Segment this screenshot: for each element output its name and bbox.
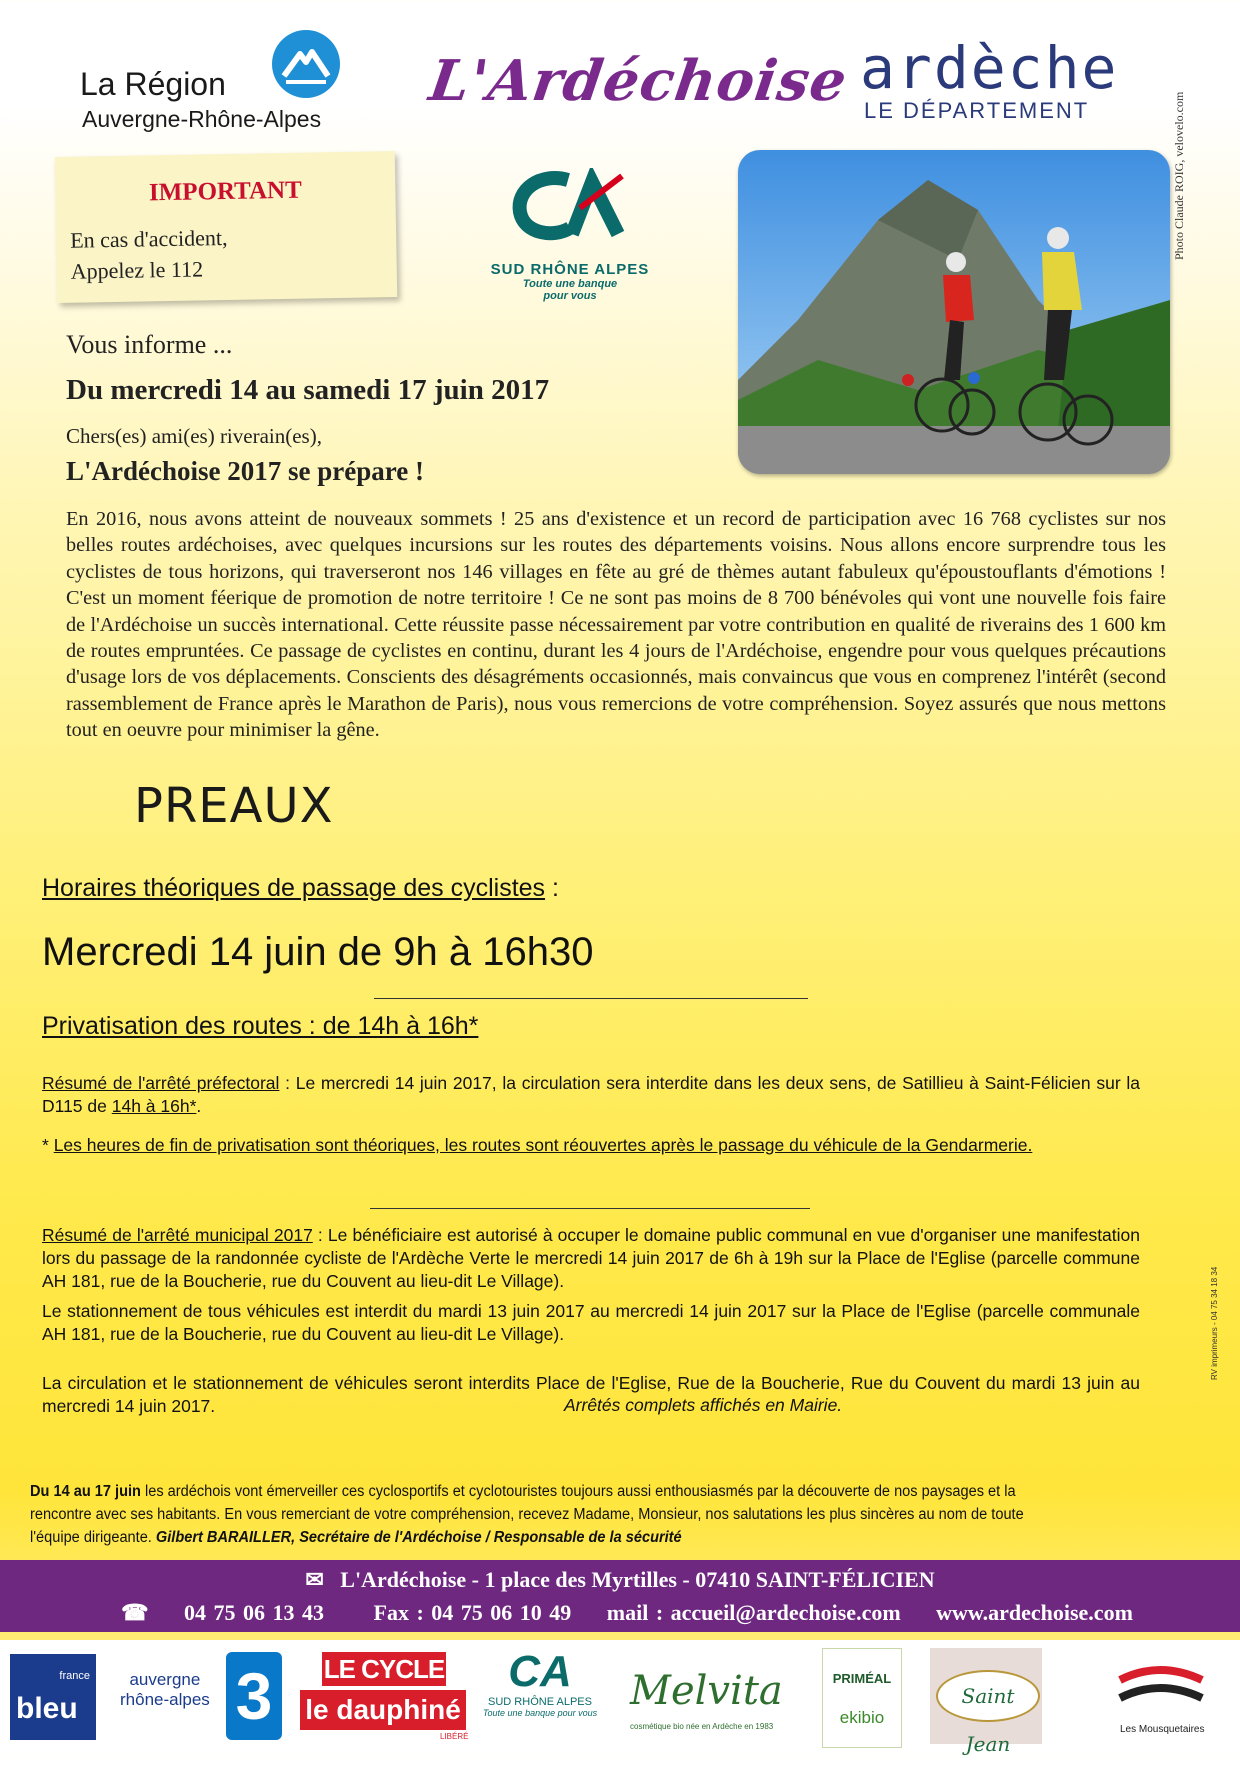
headline: L'Ardéchoise 2017 se prépare !: [66, 456, 424, 486]
dauphine-sub: LIBÉRÉ: [440, 1732, 469, 1741]
ardechoise-logo: L'Ardéchoise: [425, 48, 852, 114]
region-subtitle: Auvergne-Rhône-Alpes: [82, 106, 322, 132]
envelope-icon: ✉: [305, 1567, 324, 1592]
horaires-colon: :: [545, 874, 559, 902]
saint-jean-word: Saint Jean: [936, 1670, 1040, 1722]
divider-1: [374, 998, 808, 999]
ardeche-subtitle: LE DÉPARTEMENT: [864, 98, 1090, 123]
arrete-pref-text: : Le mercredi 14 juin 2017, la circulation sera interdite dans les deux sens, de Satillieu à Saint-Félicien sur la D115 de: [42, 1073, 1140, 1116]
arrete-pref-label: Résumé de l'arrêté préfectoral: [42, 1073, 280, 1093]
france-bleu-logo: [10, 1654, 96, 1740]
phone-group: [107, 1600, 338, 1625]
horaires-heading: [42, 874, 559, 903]
note-body: [70, 222, 228, 287]
closing-signature: Gilbert BARAILLER, Secrétaire de l'Ardéchoise / Responsable de la sécurité: [155, 1529, 682, 1546]
primeal-word: PRIMÉAL: [832, 1671, 892, 1686]
arrete-mun-text: : Le bénéficiaire est autorisé à occuper le domaine public communal en vue d'organiser une manifestation lors du passage de la randonnée cycliste de l'Ardèche Verte le mercredi 14 juin 2017 de 6h à 19h sur la Place de l'Eglise (parcelle commune AH 181, rue de la Boucherie, rue du Couvent au lieu-dit Le Village).: [42, 1225, 1141, 1291]
ardeche-word: ardèche: [860, 34, 1119, 102]
arrete-mun-label: Résumé de l'arrêté municipal 2017: [42, 1225, 313, 1245]
cyclists-photo: [738, 150, 1170, 474]
arrete-municipal: [42, 1224, 1140, 1293]
important-note: [55, 151, 397, 303]
mousquetaires-name: Les Mousquetaires: [1120, 1724, 1205, 1735]
region-mountain-icon: [272, 30, 340, 98]
phone-icon: ☎: [121, 1600, 149, 1625]
france-bleu-region: [120, 1670, 210, 1710]
ca-sponsor-tag: Toute une banque pour vous: [482, 1708, 598, 1718]
contact-mail[interactable]: mail : accueil@ardechoise.com: [606, 1600, 901, 1625]
mousquetaires-icon: [1110, 1660, 1210, 1720]
contact-web[interactable]: www.ardechoise.com: [936, 1600, 1133, 1625]
note-line-1: En cas d'accident,: [69, 224, 228, 253]
france-bleu-top: france: [59, 1670, 90, 1682]
arrete-pref-end: .: [196, 1096, 202, 1116]
footnote: [42, 1134, 1140, 1157]
melvita-sub: cosmétique bio née en Ardèche en 1983: [630, 1722, 774, 1731]
fb-region-1: auvergne: [129, 1670, 201, 1689]
commune-name: PREAUX: [134, 778, 334, 834]
parking-ban: Le stationnement de tous véhicules est interdit du mardi 13 juin 2017 au mercredi 14 juin 2017 sur la Place de l'Eglise (parcelle communale AH 181, rue de la Boucherie, rue du Couvent au lieu-dit Le Village).: [42, 1301, 1140, 1344]
contact-address-line: [0, 1567, 1240, 1593]
ca-name: SUD RHÔNE ALPES: [490, 261, 650, 278]
melvita-logo: Melvita: [630, 1668, 783, 1714]
contact-fax: Fax : 04 75 06 10 49: [373, 1600, 572, 1625]
note-title: IMPORTANT: [148, 176, 303, 207]
dauphine-logo: le dauphiné: [300, 1690, 466, 1730]
france-3-logo: 3: [226, 1652, 282, 1740]
credit-agricole-logo: [470, 168, 670, 318]
arrete-pref-hours: 14h à 16h*: [111, 1096, 197, 1116]
contact-numbers-line: [0, 1600, 1240, 1626]
footnote-text: Les heures de fin de privatisation sont théoriques, les routes sont réouvertes après le passage du véhicule de la Gendarmerie.: [53, 1135, 1033, 1155]
footnote-star: *: [42, 1135, 54, 1155]
printer-credit: RV imprimeurs - 04 75 34 18 34: [1210, 1266, 1219, 1380]
horaires-label: Horaires théoriques de passage des cyclistes: [42, 874, 546, 902]
ardeche-departement-logo: [860, 34, 1180, 124]
ca-tagline-1: Toute une banque: [522, 278, 618, 290]
closing-paragraph: [30, 1480, 1055, 1549]
region-name: La Région: [80, 66, 226, 102]
privatisation-text: Privatisation des routes : de 14h à 16h*: [42, 1012, 479, 1040]
closing-text: les ardéchois vont émerveiller ces cyclosportifs et cyclotouristes toujours aussi enthousiasmés par la découverte de nos paysages et la rencontre avec ses habitants. En vous remerciant de votre compréhension, recevez Madame, Monsieur, nos salutations les plus sincères au nom de toute l'équipe dirigeante.: [30, 1483, 1024, 1546]
privatisation: [42, 1012, 478, 1041]
divider-2: [370, 1208, 810, 1209]
passage-time: Mercredi 14 juin de 9h à 16h30: [42, 930, 594, 974]
le-cycle-logo: LE CYCLE: [323, 1654, 445, 1684]
photo-credit: Photo Claude ROIG, velovelo.com: [1172, 91, 1186, 260]
greeting: Chers(es) ami(es) riverain(es),: [66, 424, 322, 448]
saint-jean-logo: [930, 1648, 1042, 1756]
arrete-prefectoral: [42, 1072, 1140, 1118]
ca-tagline-2: pour vous: [543, 290, 597, 302]
circulation-text: La circulation et le stationnement de véhicules seront interdits Place de l'Eglise, Rue de la Boucherie, Rue du Couvent du mardi 13 juin au mercredi 14 juin 2017.: [42, 1373, 1140, 1416]
ca-sponsor-name: SUD RHÔNE ALPES: [488, 1696, 592, 1708]
primeal-ekibio-logo: [822, 1648, 902, 1748]
contact-address: L'Ardéchoise - 1 place des Myrtilles - 07410 SAINT-FÉLICIEN: [340, 1567, 935, 1592]
note-line-2: Appelez le 112: [70, 256, 204, 284]
ekibio-word: ekibio: [839, 1708, 885, 1727]
france-bleu-word: bleu: [16, 1692, 78, 1725]
sponsor-strip: [0, 1640, 1240, 1754]
ca-sponsor-logo: [480, 1648, 600, 1718]
vous-informe: Vous informe ...: [66, 330, 233, 359]
fb-region-2: rhône-alpes: [120, 1690, 210, 1709]
ca-sponsor-mark: CA: [508, 1647, 572, 1696]
intro-paragraph: En 2016, nous avons atteint de nouveaux sommets ! 25 ans d'existence et un record de participation avec 16 768 cyclistes sur nos belles routes ardéchoises, avec quelques incursions sur les routes des départements voisins. Nous allons encore surprendre tous les cyclistes de tous horizons, qui traverseront nos 146 villages en fête au gré de thèmes autant fabuleux qu'époustouflants d'émotions ! C'est un moment féerique de promotion de notre territoire ! Ce ne sont pas moins de 8 700 bénévoles qui vont une nouvelle fois faire de l'Ardéchoise un succès international. Cette réussite passe nécessairement par votre contribution en qualité de riverains des 1 600 km de routes empruntées. Ce passage de cyclistes en continu, durant les 4 jours de l'Ardéchoise, engendre pour vous quelques précautions d'usage lors de vos déplacements. Conscients des désagréments occasionnés, mais convaincus que vous en comprenez l'intérêt (second rassemblement de France après le Marathon de Paris), nous vous remercions de votre compréhension. Soyez assurés que nous mettons tout en oeuvre pour minimiser la gêne.: [66, 508, 1166, 742]
region-logo: [78, 30, 378, 140]
ca-mark-icon: [510, 168, 630, 242]
affiches-mairie: Arrêtés complets affichés en Mairie.: [564, 1395, 843, 1415]
closing-dates: Du 14 au 17 juin: [30, 1483, 141, 1500]
contact-phone: 04 75 06 13 43: [184, 1600, 324, 1625]
event-dates: Du mercredi 14 au samedi 17 juin 2017: [66, 374, 550, 406]
